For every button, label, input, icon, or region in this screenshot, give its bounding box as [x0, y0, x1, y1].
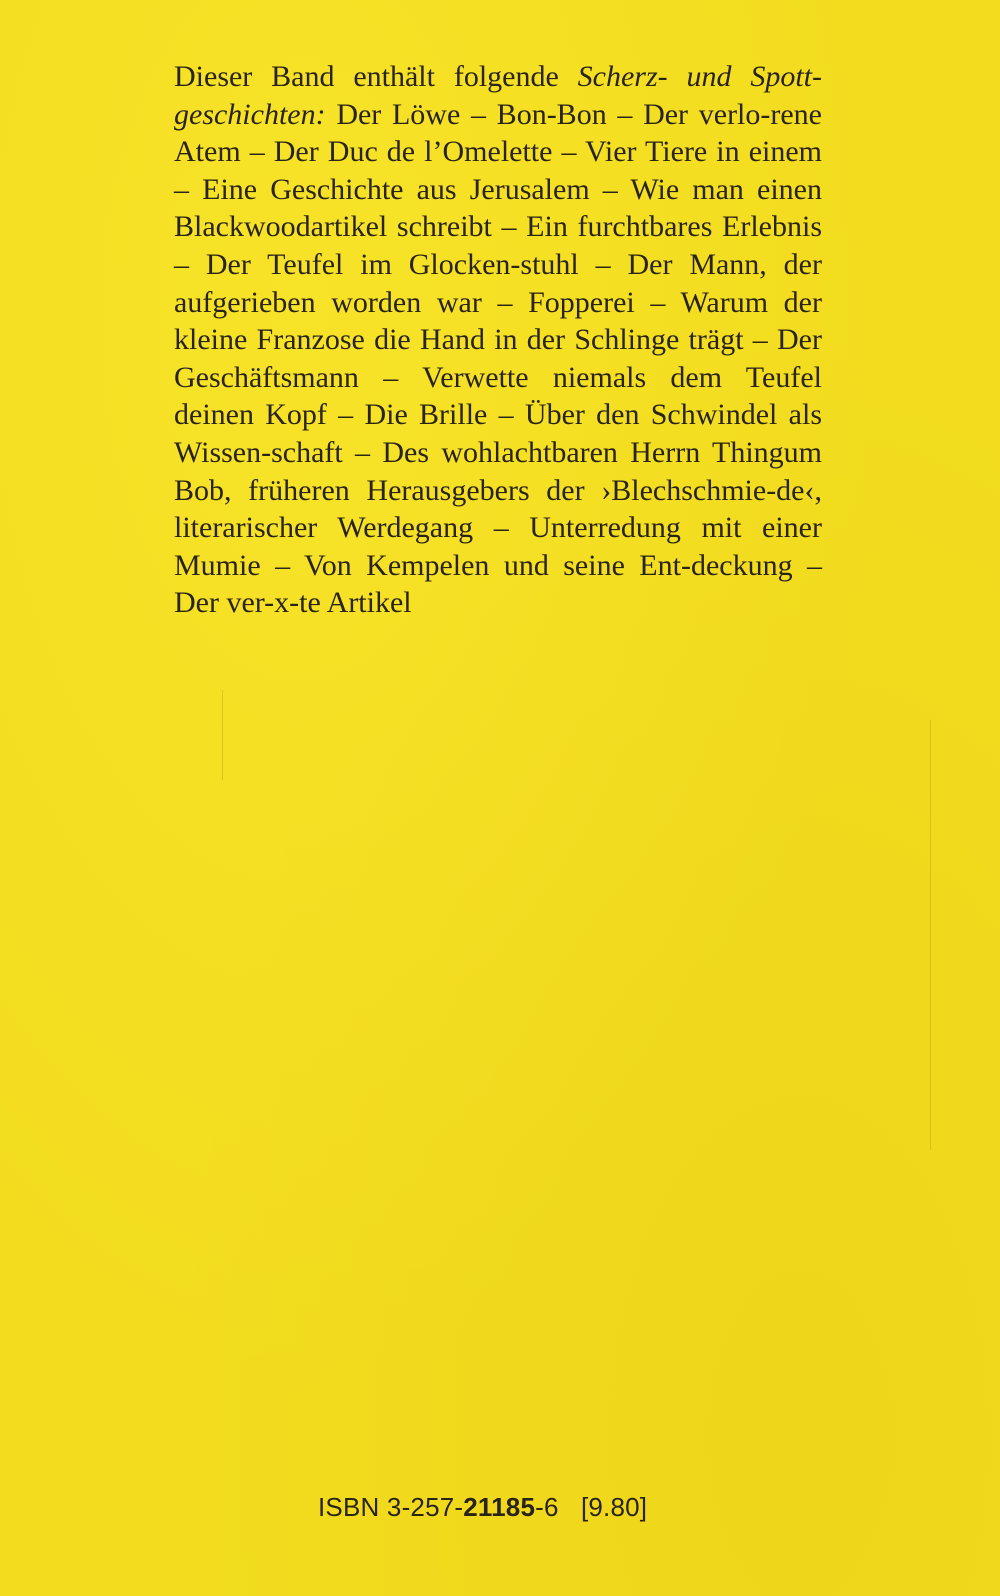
blurb-intro: Dieser Band enthält folgende — [174, 60, 559, 93]
isbn-prefix: ISBN 3-257- — [318, 1492, 464, 1522]
isbn-suffix: -6 — [535, 1492, 559, 1522]
contents-blurb — [174, 58, 822, 622]
blurb-story-list: Der Löwe – Bon-Bon – Der verlo-rene Atem – Der Duc de l’Omelette – Vier Tiere in einem – Eine Geschichte aus Jerusalem – Wie man einen Blackwoodartikel schreibt – Ein furchtbares Erlebnis – Der Teufel im Glocken-stuhl – Der Mann, der aufgerieben worden war – Fopperei – Warum der kleine Franzose die Hand in der Schlinge trägt – Der Geschäftsmann – Verwette niemals dem Teufel deinen Kopf – Die Brille – Über den Schwindel als Wissen-schaft – Des wohlachtbaren Herrn Thingum Bob, früheren Herausgebers der ›Blechschmie-de‹, literarischer Werdegang – Unterredung mit einer Mumie – Von Kempelen und seine Ent-deckung – Der ver-x-te Artikel — [174, 97, 822, 620]
isbn-bold-number: 21185 — [463, 1492, 536, 1522]
price: [9.80] — [580, 1492, 648, 1522]
paper-crease-line — [222, 690, 223, 780]
paper-crease-line — [930, 720, 931, 1150]
blurb-italic-title: Scherz- und Spott-geschichten: — [174, 60, 823, 131]
isbn-line — [318, 1491, 647, 1523]
